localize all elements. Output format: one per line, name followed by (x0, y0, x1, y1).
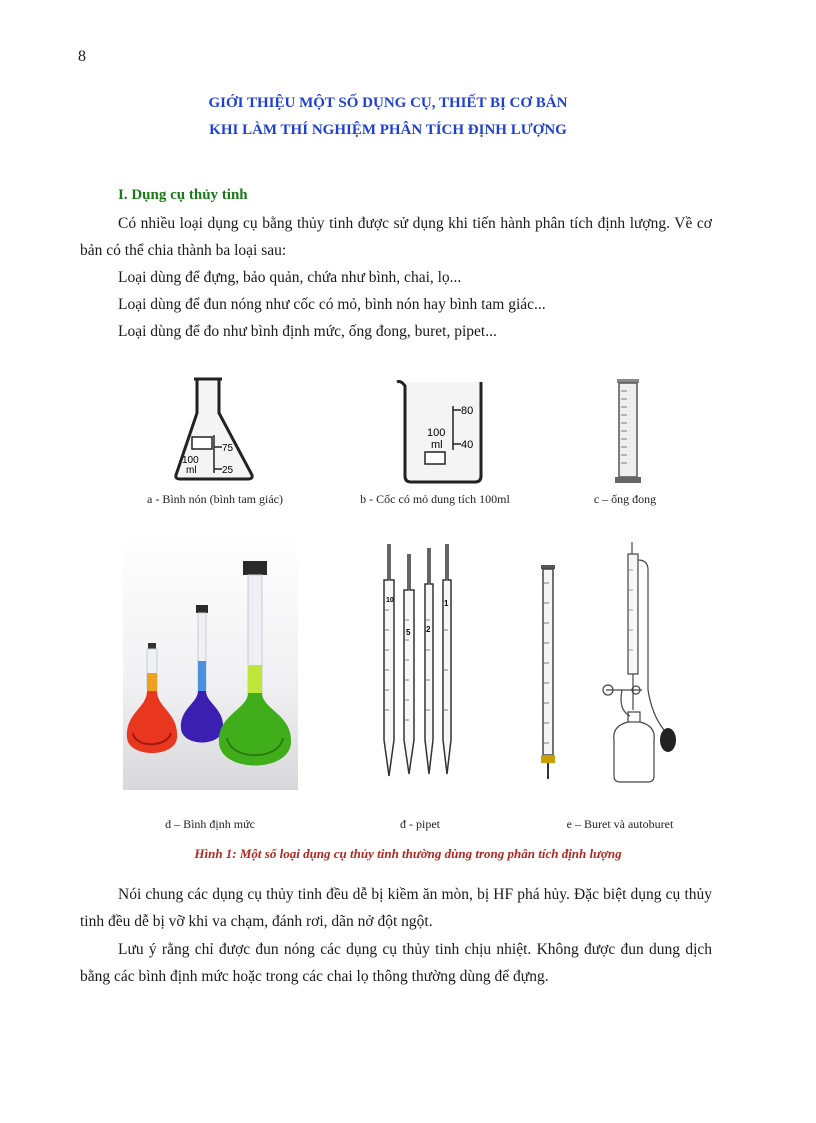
page-number: 8 (78, 48, 86, 65)
pipet-label-10: 10 (386, 597, 394, 604)
graduated-cylinder-illustration (613, 377, 643, 485)
pipet-label-5: 5 (406, 628, 411, 637)
pipet-label-1: 1 (444, 599, 449, 608)
pipets-illustration (380, 540, 460, 780)
beaker-capacity: 100 (427, 427, 446, 439)
page-title-line-1: GIỚI THIỆU MỘT SỐ DỤNG CỤ, THIẾT BỊ CƠ BẢN (208, 95, 568, 111)
flask-capacity: 100 (182, 455, 199, 466)
flask-mark-high: 75 (222, 443, 234, 454)
list-item: Loại dùng để đựng, bảo quản, chứa như bình, chai, lọ... (118, 269, 462, 286)
list-item: Loại dùng để đun nóng như cốc có mỏ, bình nón hay bình tam giác... (118, 296, 546, 313)
volumetric-flasks-photo (123, 533, 298, 790)
autoburet-illustration (592, 540, 682, 785)
caption-d: d – Bình định mức (165, 817, 255, 831)
section-heading: I. Dụng cụ thủy tinh (118, 187, 248, 203)
caption-e: e – Buret và autoburet (566, 817, 674, 831)
flask-mark-low: 25 (222, 465, 234, 476)
flask-unit: ml (186, 465, 197, 476)
beaker-mark-low: 40 (461, 439, 474, 451)
beaker-illustration (395, 378, 490, 484)
beaker-unit: ml (431, 439, 443, 451)
list-item: Loại dùng để đo như bình định mức, ống đong, buret, pipet... (118, 323, 497, 340)
figure-caption: Hình 1: Một số loại dụng cụ thủy tinh thường dùng trong phân tích định lượng (194, 846, 622, 861)
page-title-line-2: KHI LÀM THÍ NGHIỆM PHÂN TÍCH ĐỊNH LƯỢNG (209, 122, 567, 138)
intro-text: Có nhiều loại dụng cụ bằng thủy tinh được sử dụng khi tiến hành phân tích định lượng. Về cơ bản có thể chia thành ba loại sau: (80, 215, 712, 259)
buret-illustration (535, 563, 565, 783)
caption-b: b - Cốc có mỏ dung tích 100ml (360, 492, 510, 506)
pipet-label-2: 2 (426, 625, 431, 634)
caption-c: c – ống đong (593, 492, 657, 506)
erlenmeyer-flask-illustration (170, 375, 260, 485)
caption-dd: đ - pipet (400, 817, 440, 831)
closing-paragraph-2: Lưu ý rằng chỉ được đun nóng các dụng cụ thủy tinh chịu nhiệt. Không được đun dung dịch bằng các bình định mức hoặc trong các chai lọ thông thường dùng để đựng. (80, 941, 712, 985)
beaker-mark-high: 80 (461, 405, 474, 417)
caption-a: a - Bình nón (bình tam giác) (147, 492, 283, 506)
intro-paragraph (80, 211, 712, 264)
closing-paragraph-1: Nói chung các dụng cụ thủy tinh đều dễ bị kiềm ăn mòn, bị HF phá hủy. Đặc biệt dụng cụ thủy tinh đều dễ bị vỡ khi va chạm, đánh rơi, dãn nở đột ngột. (80, 886, 712, 930)
